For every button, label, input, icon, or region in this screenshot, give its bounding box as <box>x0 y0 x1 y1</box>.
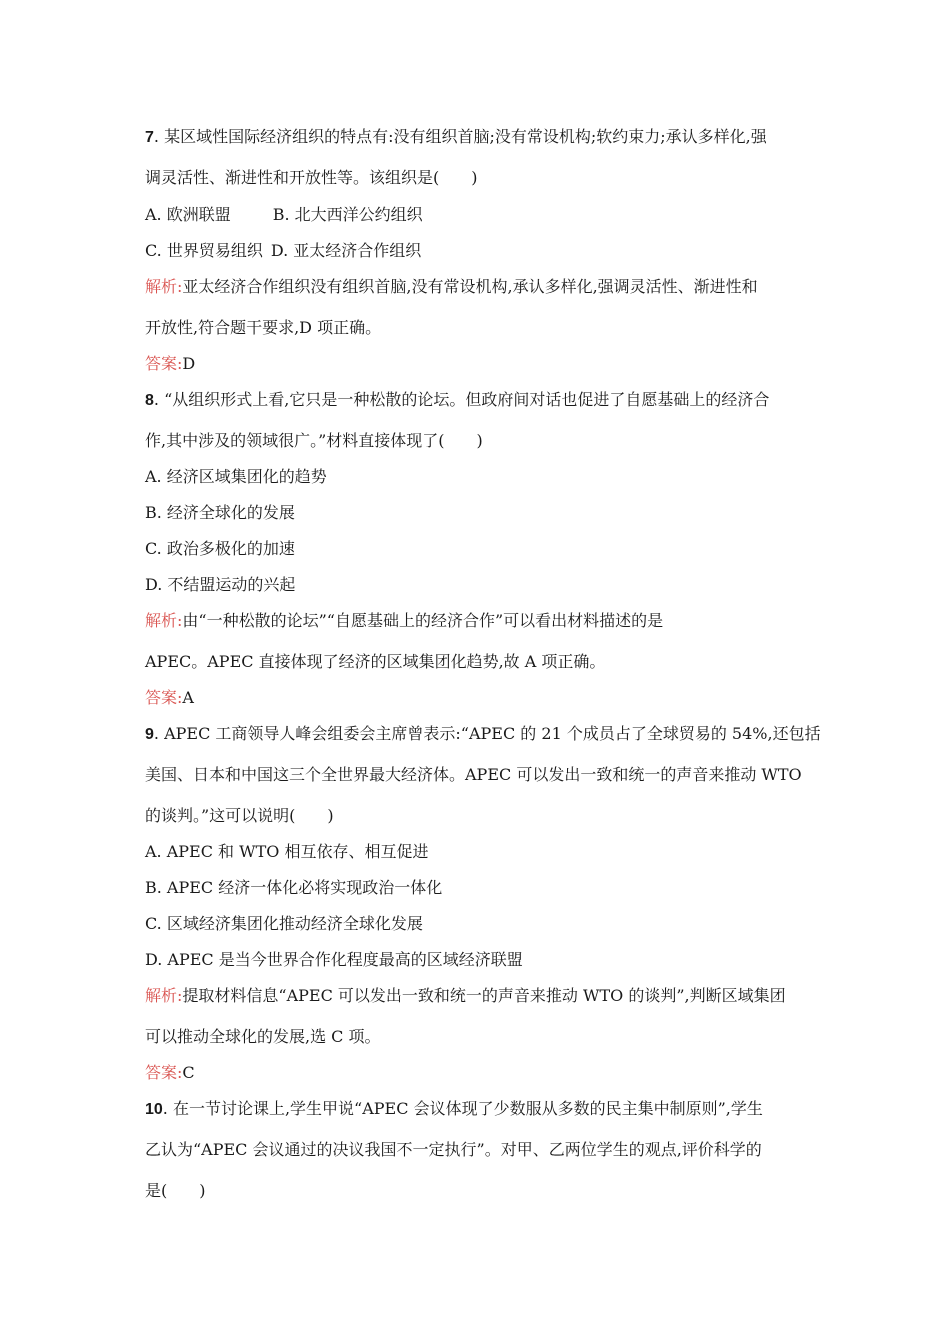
question-7-stem-line-2: 调灵活性、渐进性和开放性等。该组织是( ) <box>145 168 478 187</box>
question-7-analysis-line-2: 开放性,符合题干要求,D 项正确。 <box>145 318 382 337</box>
stem-text: . APEC 工商领导人峰会组委会主席曾表示:“APEC 的 21 个成员占了全球贸易的 54%,还包括 <box>153 724 821 743</box>
answer-label: 答案: <box>145 688 183 707</box>
question-7-options-row-1 <box>145 205 423 225</box>
option-d: D. 亚太经济合作组织 <box>270 241 422 260</box>
question-8-stem-line-1 <box>145 390 769 411</box>
question-9-option-a: A. APEC 和 WTO 相互依存、相互促进 <box>145 842 429 861</box>
answer-label: 答案: <box>145 1063 183 1082</box>
question-7-options-row-2 <box>145 241 421 261</box>
question-9-option-d: D. APEC 是当今世界合作化程度最高的区域经济联盟 <box>145 950 523 969</box>
stem-text: . 某区域性国际经济组织的特点有:没有组织首脑;没有常设机构;软约束力;承认多样化,强 <box>153 127 767 146</box>
stem-text: . “从组织形式上看,它只是一种松散的论坛。但政府间对话也促进了自愿基础上的经济合 <box>153 390 770 409</box>
question-10-stem-line-3: 是( ) <box>145 1181 206 1200</box>
answer-value: C <box>182 1063 195 1082</box>
analysis-label: 解析: <box>145 277 183 296</box>
stem-text: . 在一节讨论课上,学生甲说“APEC 会议体现了少数服从多数的民主集中制原则”,学生 <box>162 1099 763 1118</box>
question-8-option-b: B. 经济全球化的发展 <box>145 503 295 522</box>
question-8-option-d: D. 不结盟运动的兴起 <box>145 575 296 594</box>
question-9-answer <box>145 1063 195 1083</box>
answer-label: 答案: <box>145 354 183 373</box>
question-number: 9 <box>145 726 154 743</box>
answer-value: D <box>182 354 196 373</box>
question-7-analysis-line-1 <box>145 277 758 297</box>
question-9-stem-line-2: 美国、日本和中国这三个全世界最大经济体。APEC 可以发出一致和统一的声音来推动 WTO <box>145 765 802 784</box>
question-8-answer <box>145 688 194 708</box>
question-8-analysis-line-2: APEC。APEC 直接体现了经济的区域集团化趋势,故 A 项正确。 <box>145 652 606 671</box>
question-10-stem-line-2: 乙认为“APEC 会议通过的决议我国不一定执行”。对甲、乙两位学生的观点,评价科学的 <box>145 1140 762 1159</box>
question-7-stem-line-1 <box>145 127 767 148</box>
analysis-label: 解析: <box>145 611 183 630</box>
question-9-analysis-line-1 <box>145 986 786 1006</box>
question-10-stem-line-1 <box>145 1099 763 1120</box>
analysis-text: 提取材料信息“APEC 可以发出一致和统一的声音来推动 WTO 的谈判”,判断区域集团 <box>182 986 786 1005</box>
question-7-answer <box>145 354 195 374</box>
question-number: 8 <box>145 392 154 409</box>
option-c: C. 世界贸易组织 <box>145 241 263 260</box>
question-9-option-c: C. 区域经济集团化推动经济全球化发展 <box>145 914 423 933</box>
question-9-option-b: B. APEC 经济一体化必将实现政治一体化 <box>145 878 443 897</box>
question-9-stem-line-1 <box>145 724 821 745</box>
question-9-stem-line-3: 的谈判。”这可以说明( ) <box>145 806 334 825</box>
analysis-text: 亚太经济合作组织没有组织首脑,没有常设机构,承认多样化,强调灵活性、渐进性和 <box>182 277 758 296</box>
question-8-option-c: C. 政治多极化的加速 <box>145 539 295 558</box>
question-number: 7 <box>145 129 154 146</box>
question-8-analysis-line-1 <box>145 611 663 631</box>
analysis-label: 解析: <box>145 986 183 1005</box>
question-8-stem-line-2: 作,其中涉及的领域很广。”材料直接体现了( ) <box>145 431 483 450</box>
question-number: 10 <box>145 1101 163 1118</box>
option-b: B. 北大西洋公约组织 <box>272 205 423 224</box>
question-8-option-a: A. 经济区域集团化的趋势 <box>145 467 327 486</box>
analysis-text: 由“一种松散的论坛”“自愿基础上的经济合作”可以看出材料描述的是 <box>182 611 664 630</box>
question-9-analysis-line-2: 可以推动全球化的发展,选 C 项。 <box>145 1027 381 1046</box>
answer-value: A <box>182 688 194 707</box>
option-a: A. 欧洲联盟 <box>145 205 231 224</box>
